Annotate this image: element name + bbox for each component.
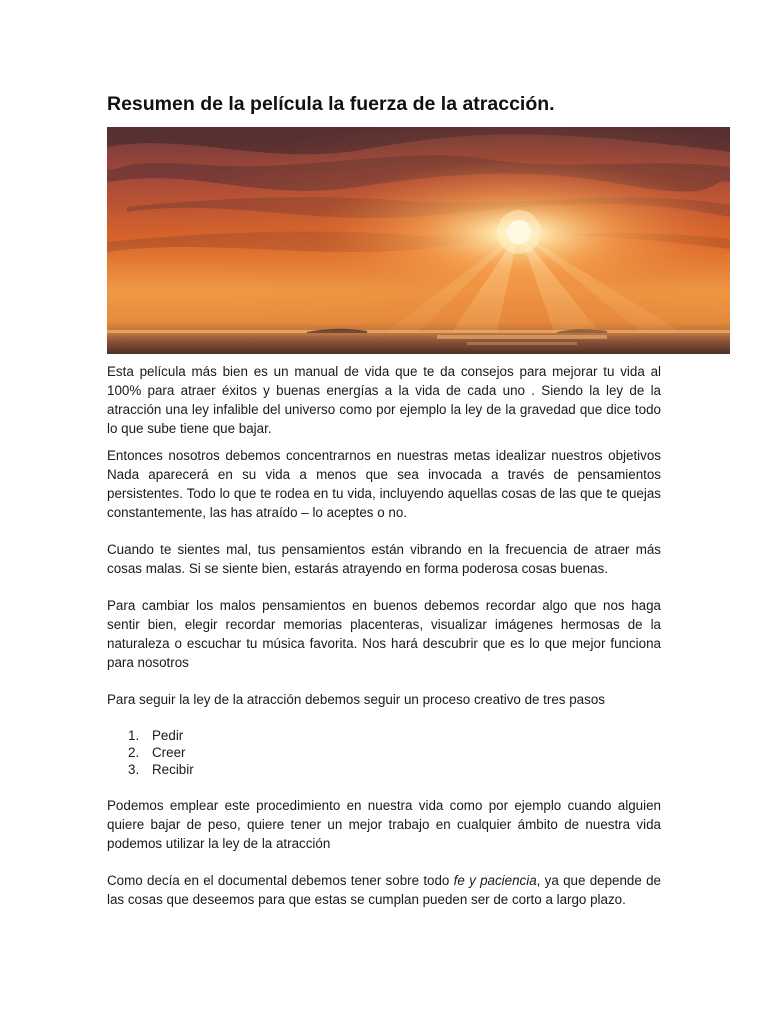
document-body	[107, 362, 661, 909]
list-item-label: Recibir	[152, 762, 194, 777]
paragraph-change-thoughts: Para cambiar los malos pensamientos en buenos debemos recordar algo que nos haga sentir bien, elegir recordar memorias placenteras, visualizar imágenes hermosas de la naturaleza o escuchar tu música favorita. Nos hará descubrir que es lo que mejor funciona para nosotros	[107, 598, 661, 670]
paragraph-process-intro: Para seguir la ley de la atracción debemos seguir un proceso creativo de tres pasos	[107, 692, 605, 707]
paragraph-intro: Esta película más bien es un manual de vida que te da consejos para mejorar tu vida al 100% para atraer éxitos y buenas energías a la vida de cada uno . Siendo la ley de la atracción una ley infalible del universo como por ejemplo la ley de la gravedad que dice todo lo que sube tiene que bajar.	[107, 364, 661, 436]
conclusion-text-start: Como decía en el documental debemos tener sobre todo	[107, 873, 454, 888]
paragraph-examples: Podemos emplear este procedimiento en nuestra vida como por ejemplo cuando alguien quiere bajar de peso, quiere tener un mejor trabajo en cualquier ámbito de nuestra vida podemos utilizar la ley de la atracción	[107, 798, 661, 851]
sunset-image	[107, 127, 730, 354]
sunset-illustration	[107, 127, 730, 354]
paragraph-goals: Entonces nosotros debemos concentrarnos en nuestras metas idealizar nuestros objetivos Nada aparecerá en su vida a menos que sea invocada a través de pensamientos persistentes. Todo lo que te rodea en tu vida, incluyendo aquellas cosas de las que te quejas constantemente, las has atraído – lo aceptes o no.	[107, 448, 661, 520]
steps-list	[107, 727, 661, 778]
list-item-label: Creer	[152, 745, 186, 760]
list-item	[107, 761, 661, 778]
list-item-label: Pedir	[152, 728, 184, 743]
list-item-number: 1.	[128, 728, 140, 743]
conclusion-text-end: , ya que depende de las cosas que deseemos para que estas se cumplan pueden ser de corto a largo plazo.	[107, 873, 661, 907]
list-item-number: 2.	[128, 745, 140, 760]
list-item	[107, 744, 661, 761]
list-item	[107, 727, 661, 744]
document-title: Resumen de la película la fuerza de la atracción.	[107, 93, 555, 115]
list-item-number: 3.	[128, 762, 140, 777]
paragraph-feelings: Cuando te sientes mal, tus pensamientos están vibrando en la frecuencia de atraer más cosas malas. Si se siente bien, estarás atrayendo en forma poderosa cosas buenas.	[107, 542, 661, 576]
paragraph-conclusion	[107, 871, 661, 909]
conclusion-emphasis: fe y paciencia	[453, 873, 537, 888]
